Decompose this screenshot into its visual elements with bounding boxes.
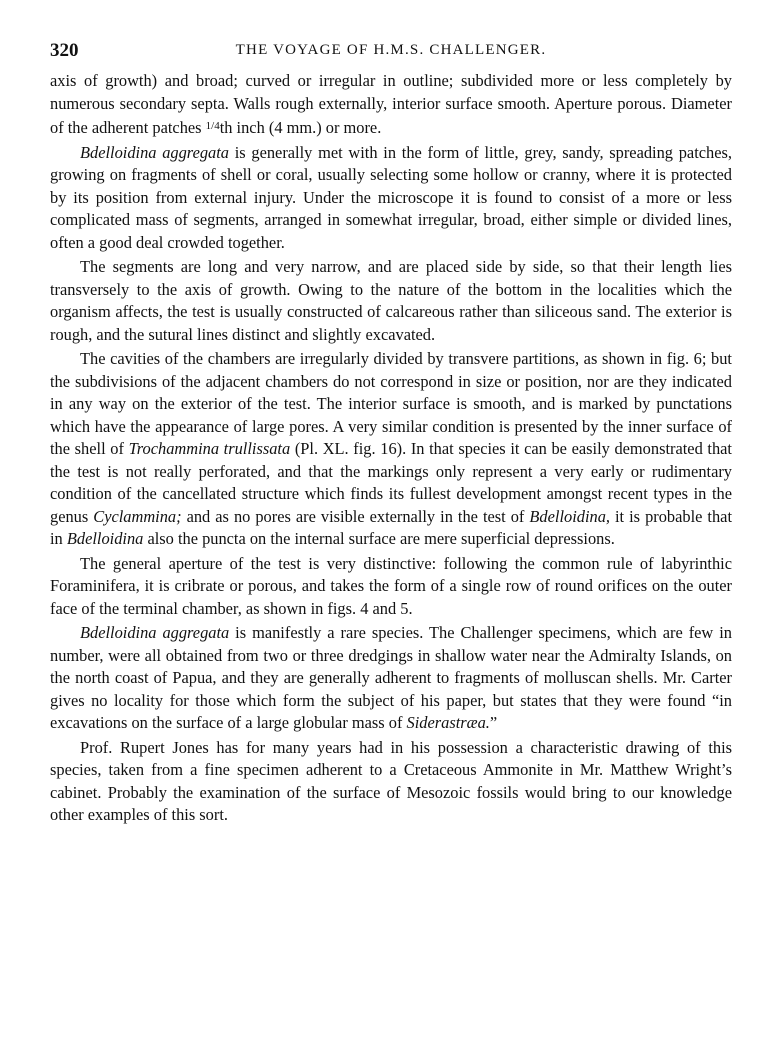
paragraph-6 xyxy=(50,622,732,735)
paragraph-2 xyxy=(50,142,732,255)
text-run: th inch (4 mm.) or more. xyxy=(219,118,382,137)
text-run: The general aperture of the test is very distinctive: following the common rule of labyrinthic Foraminifera, it is cribrate or porous, and takes the form of a single row of round orifices on the outer face of the terminal chamber, as shown in figs. 4 and 5. xyxy=(50,553,732,618)
italic-term: Trochammina trullissata xyxy=(128,439,291,458)
text-run: also the puncta on the internal surface are mere superficial depressions. xyxy=(143,529,615,548)
paragraph-4 xyxy=(50,348,732,551)
italic-term: Bdelloidina aggregata xyxy=(80,142,229,162)
text-run: ” xyxy=(489,713,498,732)
text-run: The segments are long and very narrow, and are placed side by side, so that their length lies transversely to the axis of growth. Owing to the nature of the bottom in the localities which the organism affects, the test is usually constructed of calcareous rather than siliceous sand. The exterior is rough, and the sutural lines distinct and slightly excavated. xyxy=(50,257,732,344)
italic-term: Bdelloidina xyxy=(66,529,144,548)
text-run: it is probable that in xyxy=(50,506,733,548)
page-header xyxy=(50,40,732,70)
text-run: and as no pores are visible externally in the test of xyxy=(181,506,530,526)
text-run: The cavities of the chambers are irregularly divided by transvere partitions, as shown in fig. 6; but the subdivisions of the adjacent chambers do not correspond in size or position, nor are they indicated in any way on the exterior of the test. The interior surface is smooth, and is marked by punctations which have the appearance of large pores. A very similar condition is presented by the inner surface of the shell of xyxy=(50,349,732,458)
italic-term: Bdelloidina, xyxy=(529,506,610,526)
text-run: (Pl. XL. fig. 16). In that species it can be easily demonstrated that the test is not really perforated, and that the markings only represent a very early or rudimentary condition of the cancellated structure which finds its fullest development amongst recent types in the genus xyxy=(50,439,732,526)
text-run: axis of growth) and broad; curved or irregular in outline; subdivided more or less completely by numerous secondary septa. Walls rough externally, interior surface smooth. Aperture porous. Diameter of the adherent patches xyxy=(50,71,732,137)
text-run: is manifestly a rare species. The Challenger specimens, which are few in number, were all obtained from two or three dredgings in shallow water near the Admiralty Islands, on the north coast of Papua, and they are generally adherent to fragments of molluscan shells. Mr. Carter gives no locality for those which form the subject of his paper, but states that they were found “in excavations on the surface of a large globular mass of xyxy=(50,623,732,732)
paragraph-7 xyxy=(50,737,732,827)
page-number: 320 xyxy=(50,40,79,61)
running-head: THE VOYAGE OF H.M.S. CHALLENGER. xyxy=(235,42,547,58)
text-run: is generally met with in the form of little, grey, sandy, spreading patches, growing on fragments of shell or coral, usually selecting some hollow or cranny, where it is protected by its position from external injury. Under the microscope it is found to consist of a more or less complicated mass of segments, arranged in somewhat irregular, broad, either simple or divided lines, often a good deal crowded together. xyxy=(50,142,732,252)
italic-term: Bdelloidina aggregata xyxy=(80,623,230,642)
italic-term: Siderastræa. xyxy=(406,713,490,732)
fraction: 1/4 xyxy=(205,120,220,132)
paragraph-5 xyxy=(50,553,732,621)
body-text xyxy=(50,70,732,827)
paragraph-1 xyxy=(50,70,732,140)
text-run: Prof. Rupert Jones has for many years had in his possession a characteristic drawing of this species, taken from a fine specimen adherent to a Cretaceous Ammonite in Mr. Matthew Wright’s cabinet. Probably the examination of the surface of Mesozoic fossils would bring to our knowledge other examples of this sort. xyxy=(50,737,732,824)
paragraph-3 xyxy=(50,256,732,346)
italic-term: Cyclammina; xyxy=(93,506,182,526)
